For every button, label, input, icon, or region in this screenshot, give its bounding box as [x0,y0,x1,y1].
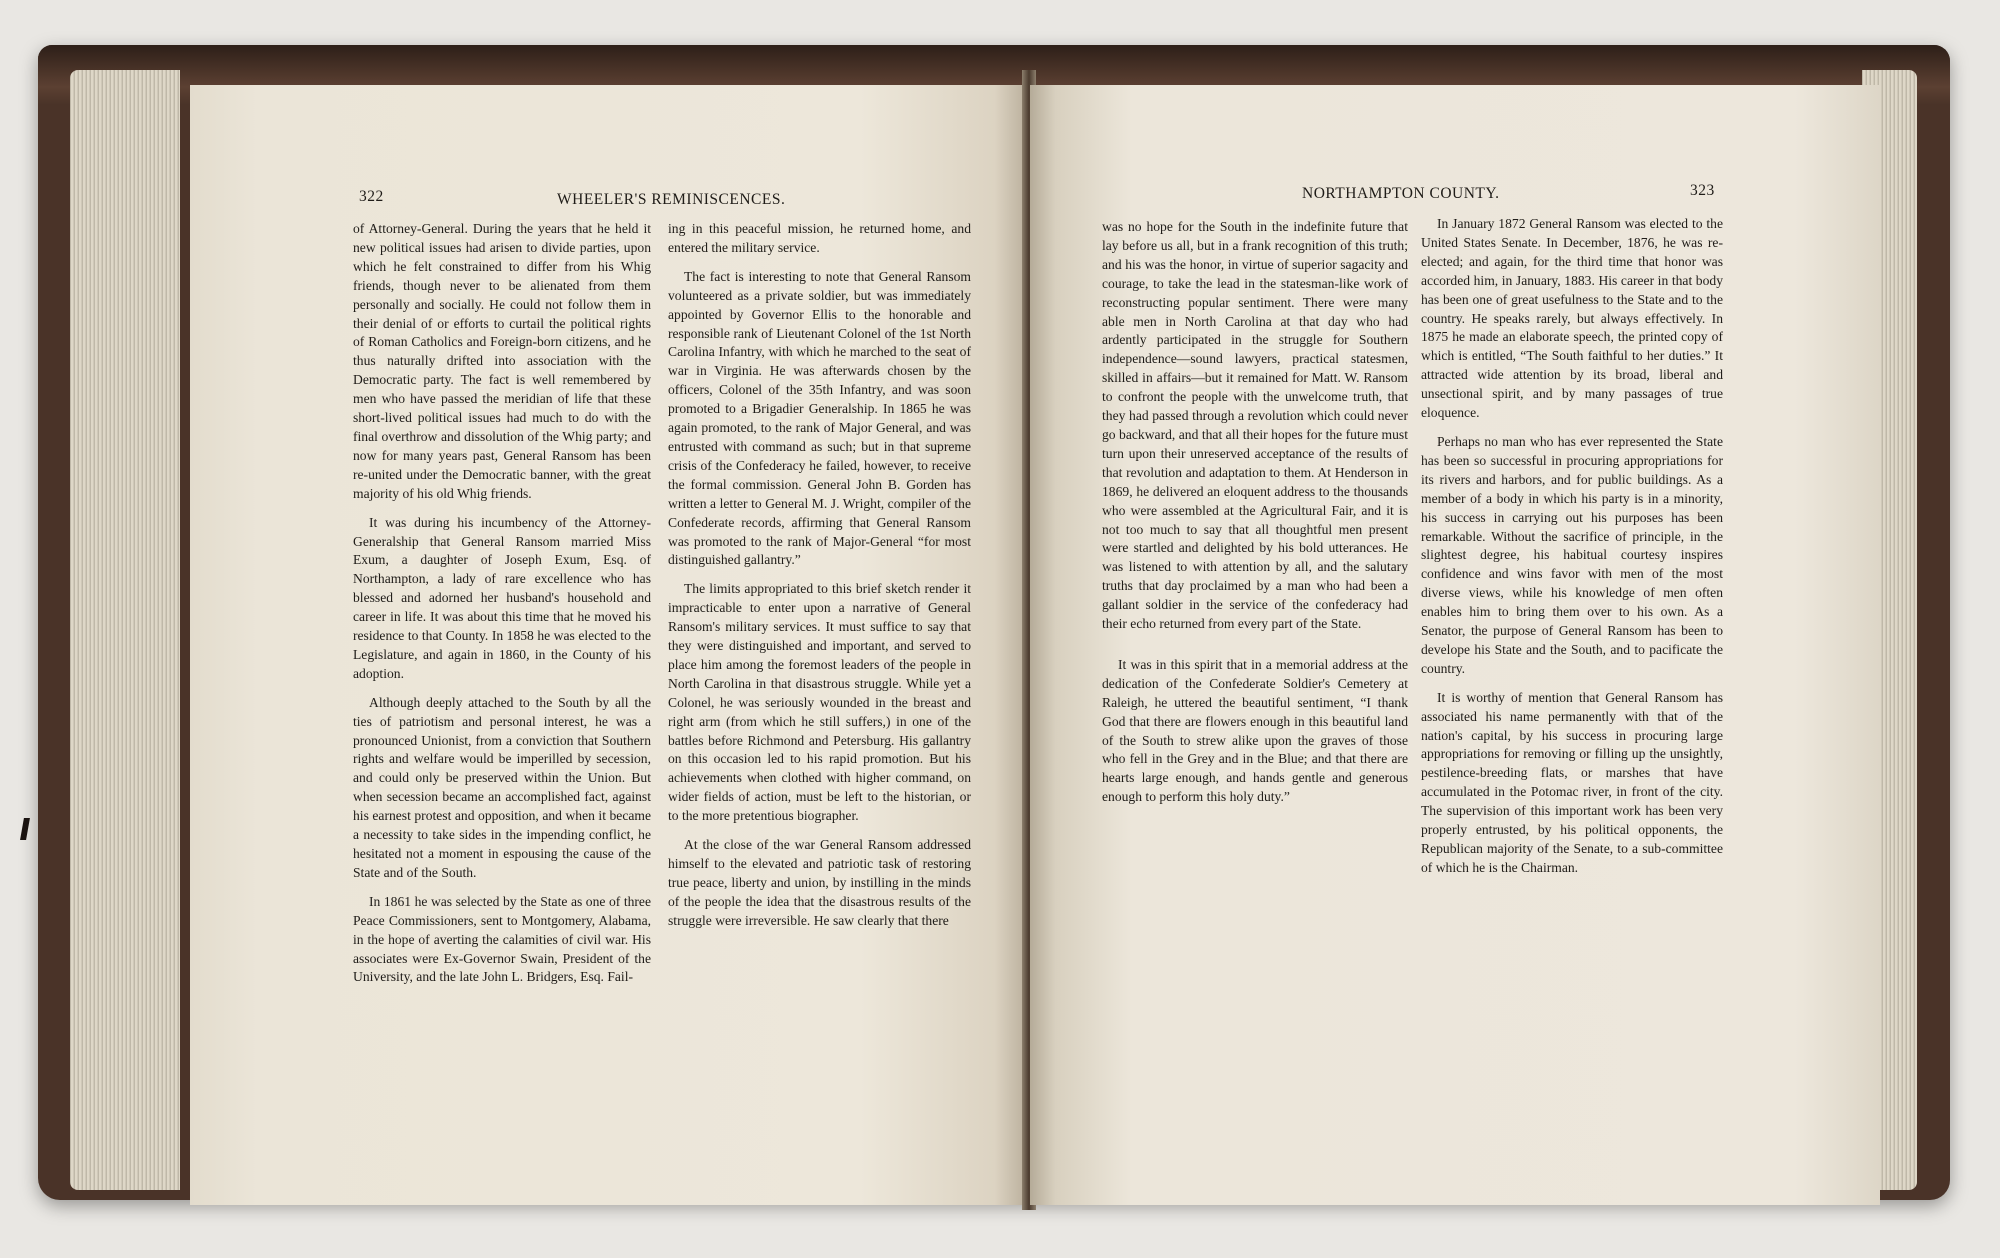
right-page [1030,85,1880,1205]
paragraph: In 1861 he was selected by the State as one of three Peace Commissioners, sent to Montgomery, Alabama, in the hope of averting the calamities of civil war. His associates were Ex-Governor Swain, President of the University, and the late John L. Bridgers, Esq. Fail- [353,893,651,985]
right-page-column-2 [1421,215,1723,878]
paragraph: It is worthy of mention that General Ransom has associated his name permanently with that of the nation's capital, by his success in procuring large appropriations for removing or filling up the unsightly, pestilence-breeding flats, or marshes that have accumulated in the Potomac river, in front of the city. The supervision of this important work has been very properly entrusted, by his political opponents, the Republican majority of the Senate, to a sub-committee of which he is the Chairman. [1421,689,1723,875]
paragraph: Although deeply attached to the South by all the ties of patriotism and personal interest, he was a pronounced Unionist, from a conviction that Southern rights and welfare would be imperilled by secession, and could only be preserved within the Union. But when secession became an accomplished fact, against his earnest protest and opposition, and when it became a necessity to take sides in the impending conflict, he hesitated not a moment in espousing the cause of the State and of the South. [353,694,651,880]
left-page-column-1 [353,220,651,987]
paragraph: The limits appropriated to this brief sketch render it impracticable to enter upon a narrative of General Ransom's military services. It must suffice to say that they were distinguished and important, and served to place him among the foremost leaders of the people in North Carolina in that disastrous struggle. While yet a Colonel, he was seriously wounded in the breast and right arm (from which he still suffers,) in one of the battles before Richmond and Petersburg. His gallantry on this occasion led to his rapid promotion. But his achievements when clothed with higher command, on wider fields of action, must be left to the historian, or to the more pretentious biographer. [668,581,971,824]
page-number-right: 323 [1690,182,1715,199]
paragraph: It was in this spirit that in a memorial address at the dedication of the Confederate Soldier's Cemetery at Raleigh, he uttered the beautiful sentiment, “I thank God that there are flowers enough in this beautiful land of the South to strew alike upon the graves of those who fell in the Grey and in the Blue; and that there are hearts large enough, and hands gentle and generous enough to perform this holy duty.” [1102,656,1408,805]
paragraph: ing in this peaceful mission, he returned home, and entered the military service. [668,221,971,255]
paragraph: Perhaps no man who has ever represented the State has been so successful in procuring appropriations for its rivers and harbors, and for public buildings. As a member of a body in which his party is in a minority, his success in carrying out his purposes has been remarkable. Without the sacrifice of principle, in the slightest degree, his habitual courtesy inspires confidence and wins favor with men of the most diverse views, while his knowledge of men often enables him to bring them over to his own. As a Senator, the purpose of General Ransom has been to develope his State and the South, and to pacificate the country. [1421,433,1723,676]
running-head-right: NORTHAMPTON COUNTY. [1302,185,1500,202]
left-page [190,85,1028,1205]
paragraph: In January 1872 General Ransom was elected to the United States Senate. In December, 1876, he was re-elected; and again, for the third time that honor was accorded him, in January, 1883. His career in that body has been one of great usefulness to the State and to the country. He speaks rarely, but always effectively. In 1875 he made an elaborate speech, the printed copy of which is entitled, “The South faithful to her duties.” It attracted wide attention by its broad, liberal and unsectional spirit, and by many passages of true eloquence. [1421,216,1723,421]
running-head-left: WHEELER'S REMINISCENCES. [557,191,786,208]
right-page-column-1 [1102,218,1408,807]
paragraph: At the close of the war General Ransom addressed himself to the elevated and patriotic task of restoring true peace, liberty and union, by instilling in the minds of the people the idea that the disastrous results of the struggle were irreversible. He saw clearly that there [668,837,971,928]
paragraph: It was during his incumbency of the Attorney-Generalship that General Ransom married Miss Exum, a daughter of Joseph Exum, Esq. of Northampton, a lady of rare excellence who has blessed and adorned her husband's household and career in life. It was about this time that he moved his residence to that County. In 1858 he was elected to the Legislature, and again in 1860, in the County of his adoption. [353,514,651,681]
left-page-column-2 [668,220,971,931]
paragraph: of Attorney-General. During the years that he held it new political issues had arisen to divide parties, upon which he felt constrained to differ from his Whig friends, though never to be alienated from them personally and socially. He could not follow them in their denial of or efforts to curtail the political rights of Roman Catholics and Foreign-born citizens, and he thus naturally drifted into association with the Democratic party. The fact is well remembered by men who have passed the meridian of life that these short-lived political issues had much to do with the final overthrow and dissolution of the Whig party; and now for many years past, General Ransom has been re-united under the Democratic banner, with the great majority of his old Whig friends. [353,221,651,501]
page-edges-left [70,70,180,1190]
page-number-left: 322 [359,188,384,205]
paragraph: The fact is interesting to note that General Ransom volunteered as a private soldier, but was immediately appointed by Governor Ellis to the honorable and responsible rank of Lieutenant Colonel of the 1st North Carolina Infantry, with which he marched to the seat of war in Virginia. He was afterwards chosen by the officers, Colonel of the 35th Infantry, and was soon promoted to a Brigadier Generalship. In 1865 he was again promoted, to the rank of Major General, and was entrusted with command as such; but in that supreme crisis of the Confederacy he failed, however, to receive the formal commission. General John B. Gorden has written a letter to General M. J. Wright, compiler of the Confederate records, affirming that General Ransom was promoted to the rank of Major-General “for most distinguished gallantry.” [668,268,971,568]
paragraph: was no hope for the South in the indefinite future that lay before us all, but in a frank recognition of this truth; and his was the honor, in virtue of superior sagacity and courage, to take the lead in the statesman-like work of reconstructing popular sentiment. There were many able men in North Carolina at that day who had ardently participated in the struggle for Southern independence—sound lawyers, practical statesmen, skilled in affairs—but it remained for Matt. W. Ransom to confront the people with the unwelcome truth, that they had passed through a revolution which could never go backward, and that all their hopes for the future must turn upon their unreserved acceptance of the results of that revolution and adaptation to them. At Henderson in 1869, he delivered an eloquent address to the thousands who were assembled at the Agricultural Fair, and it is not too much to say that all thoughtful men present were startled and delighted by his bold utterances. He was listened to with attention by all, and the salutary truths that day proclaimed by a man who had been a gallant soldier in the service of the confederacy had their echo returned from every part of the State. [1102,219,1408,632]
margin-mark [20,818,30,840]
